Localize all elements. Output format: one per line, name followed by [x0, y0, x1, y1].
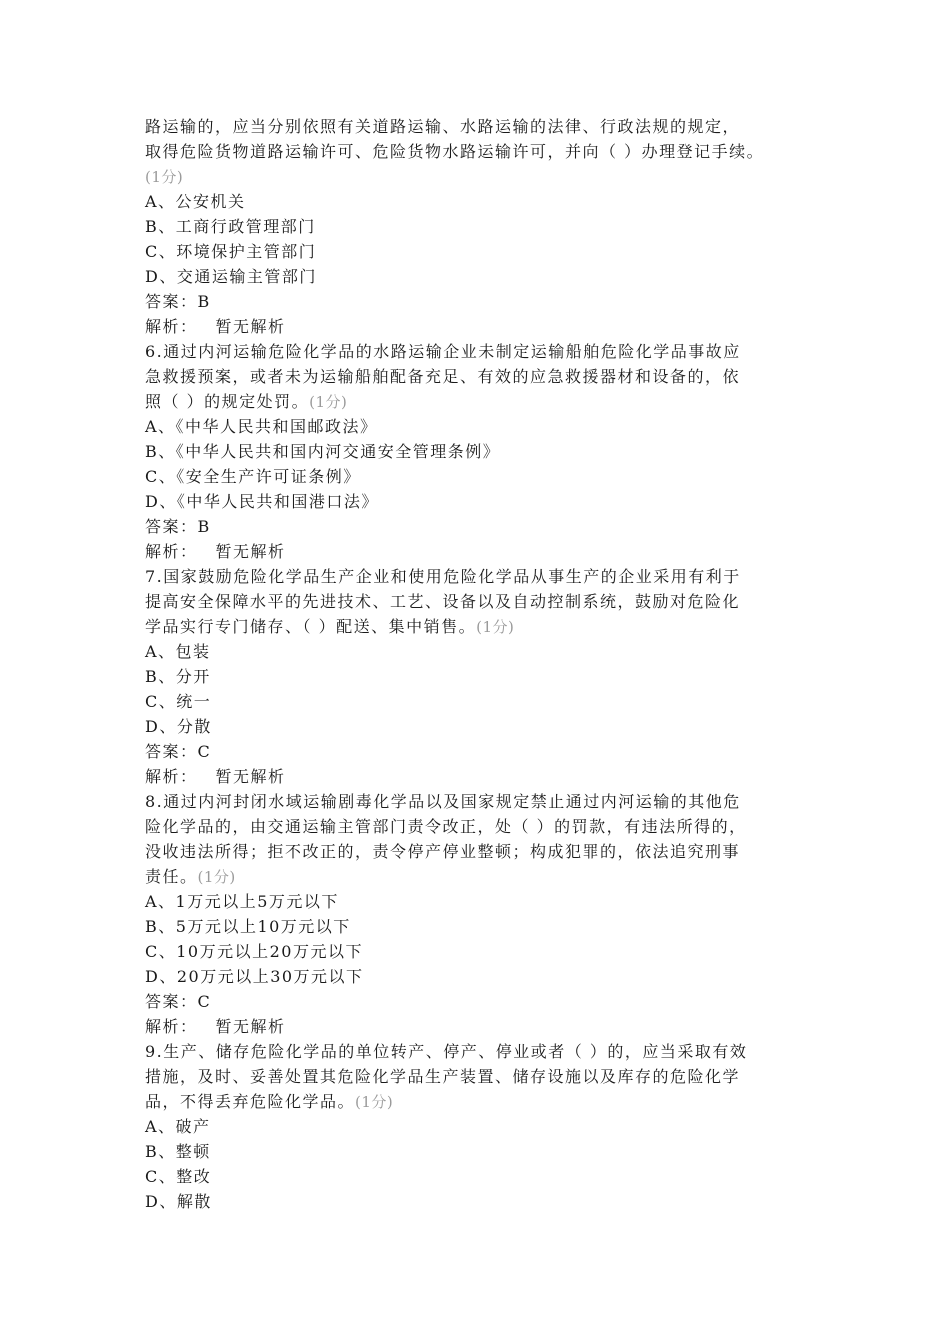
question-stem-text: 责任。: [145, 867, 198, 886]
question-stem-line: [145, 589, 815, 614]
question-list: [145, 114, 815, 1214]
answer-option: B、5万元以上10万元以下: [145, 917, 351, 936]
answer-option: A、1万元以上5万元以下: [145, 892, 339, 911]
analysis-line: [145, 314, 815, 339]
question-stem-line: [145, 864, 815, 889]
answer-line: [145, 289, 815, 314]
question-stem-text: 学品实行专门储存、（ ）配送、集中销售。: [145, 617, 477, 636]
answer-option: A、公安机关: [145, 192, 246, 211]
analysis-label: 解析：: [145, 317, 198, 336]
answer-label: 答案：: [145, 517, 198, 536]
answer-value: C: [197, 992, 212, 1011]
analysis-line: [145, 764, 815, 789]
question-stem-line: [145, 114, 815, 139]
answer-value: B: [197, 517, 211, 536]
question-stem-text: 提高安全保障水平的先进技术、工艺、设备以及自动控制系统，鼓励对危险化: [145, 592, 741, 611]
answer-option: B、工商行政管理部门: [145, 217, 316, 236]
question-continuation: [145, 114, 815, 339]
question-score: (1分): [355, 1093, 394, 1111]
answer-line: [145, 989, 815, 1014]
question-score: (1分): [197, 868, 236, 886]
analysis-line: [145, 1014, 815, 1039]
question-stem-text: 9.生产、储存危险化学品的单位转产、停产、停业或者（ ）的，应当采取有效: [145, 1042, 748, 1061]
answer-label: 答案：: [145, 742, 198, 761]
answer-option: A、包装: [145, 642, 211, 661]
question-stem-text: 6.通过内河运输危险化学品的水路运输企业未制定运输船舶危险化学品事故应: [145, 342, 741, 361]
answer-line: [145, 739, 815, 764]
answer-option: C、《安全生产许可证条例》: [145, 467, 361, 486]
question-stem-text: 照（ ）的规定处罚。: [145, 392, 310, 411]
question-score: (1分): [145, 168, 184, 186]
analysis-label: 解析：: [145, 542, 198, 561]
answer-option: C、环境保护主管部门: [145, 242, 317, 261]
answer-label: 答案：: [145, 992, 198, 1011]
answer-option: C、整改: [145, 1167, 212, 1186]
answer-option: B、整顿: [145, 1142, 211, 1161]
question-stem-text: 7.国家鼓励危险化学品生产企业和使用危险化学品从事生产的企业采用有利于: [145, 567, 741, 586]
question-score: (1分): [476, 618, 515, 636]
question-block: [145, 789, 815, 1039]
answer-option: D、《中华人民共和国港口法》: [145, 492, 379, 511]
question-block: [145, 1039, 815, 1214]
answer-option: D、分散: [145, 717, 212, 736]
answer-option: D、解散: [145, 1192, 212, 1211]
question-stem-line: [145, 814, 815, 839]
question-stem-text: 8.通过内河封闭水域运输剧毒化学品以及国家规定禁止通过内河运输的其他危: [145, 792, 741, 811]
answer-option: A、破产: [145, 1117, 211, 1136]
answer-value: B: [197, 292, 211, 311]
analysis-label: 解析：: [145, 1017, 198, 1036]
question-stem-text: 取得危险货物道路运输许可、危险货物水路运输许可，并向（ ）办理登记手续。: [145, 142, 765, 161]
question-score-line: [145, 164, 815, 189]
question-stem-line: [145, 1039, 815, 1064]
question-score: (1分): [309, 393, 348, 411]
answer-label: 答案：: [145, 292, 198, 311]
answer-option: A、《中华人民共和国邮政法》: [145, 417, 378, 436]
question-block: [145, 564, 815, 789]
question-stem-text: 险化学品的，由交通运输主管部门责令改正，处（ ）的罚款，有违法所得的，: [145, 817, 747, 836]
question-stem-text: 路运输的，应当分别依照有关道路运输、水路运输的法律、行政法规的规定，: [145, 117, 741, 136]
question-stem-line: [145, 389, 815, 414]
analysis-label: 解析：: [145, 767, 198, 786]
question-stem-line: [145, 614, 815, 639]
question-stem-text: 急救援预案，或者未为运输船舶配备充足、有效的应急救援器材和设备的，依: [145, 367, 741, 386]
question-stem-line: [145, 564, 815, 589]
question-stem-text: 措施，及时、妥善处置其危险化学品生产装置、储存设施以及库存的危险化学: [145, 1067, 741, 1086]
question-block: [145, 339, 815, 564]
question-stem-line: [145, 1089, 815, 1114]
question-stem-line: [145, 364, 815, 389]
analysis-value: 暂无解析: [215, 317, 286, 336]
answer-option: D、20万元以上30万元以下: [145, 967, 364, 986]
analysis-value: 暂无解析: [215, 767, 286, 786]
question-stem-text: 品，不得丢弃危险化学品。: [145, 1092, 356, 1111]
answer-value: C: [197, 742, 212, 761]
question-stem-line: [145, 789, 815, 814]
answer-option: C、统一: [145, 692, 212, 711]
analysis-value: 暂无解析: [215, 542, 286, 561]
question-stem-line: [145, 339, 815, 364]
question-stem-text: 没收违法所得；拒不改正的，责令停产停业整顿；构成犯罪的，依法追究刑事: [145, 842, 741, 861]
answer-option: B、分开: [145, 667, 211, 686]
answer-line: [145, 514, 815, 539]
analysis-value: 暂无解析: [215, 1017, 286, 1036]
answer-option: D、交通运输主管部门: [145, 267, 317, 286]
answer-option: C、10万元以上20万元以下: [145, 942, 363, 961]
question-stem-line: [145, 139, 815, 164]
question-stem-line: [145, 1064, 815, 1089]
answer-option: B、《中华人民共和国内河交通安全管理条例》: [145, 442, 501, 461]
question-stem-line: [145, 839, 815, 864]
analysis-line: [145, 539, 815, 564]
